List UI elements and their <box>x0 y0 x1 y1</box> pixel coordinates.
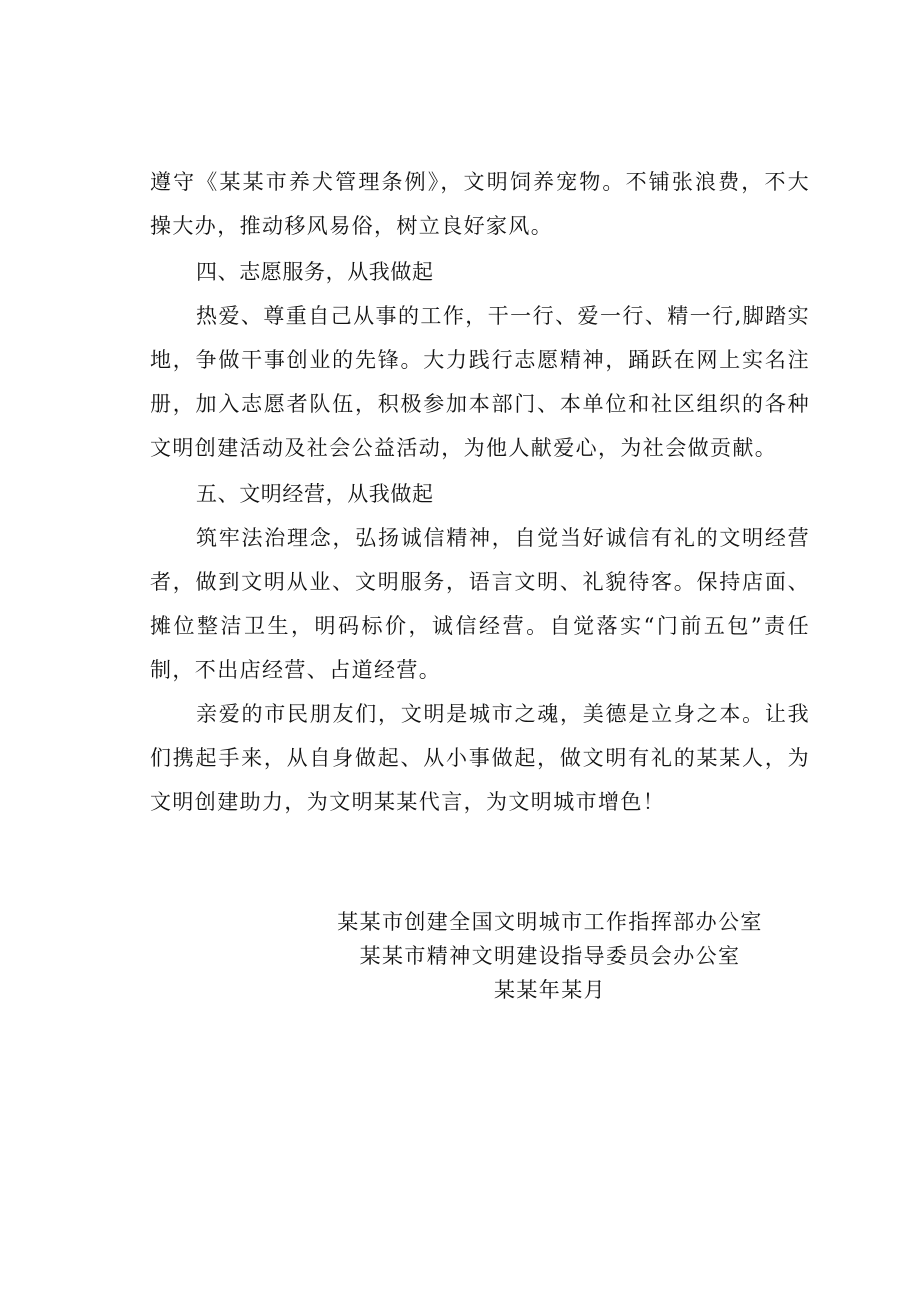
document-body <box>150 160 810 824</box>
continuation-paragraph: 遵守《某某市养犬管理条例》，文明饲养宠物。不铺张浪费，不大操大办，推动移风易俗，树立良好家风。 <box>150 170 810 238</box>
closing-paragraph: 亲爱的市民朋友们，文明是城市之魂，美德是立身之本。让我们携起手来，从自身做起、从小事做起，做文明有礼的某某人，为文明创建助力，为文明某某代言，为文明城市增色！ <box>150 702 810 814</box>
section-4-heading: 四、志愿服务，从我做起 <box>196 260 434 284</box>
signature-org-1: 某某市创建全国文明城市工作指挥部办公室 <box>337 910 763 934</box>
section-5-paragraph: 筑牢法治理念，弘扬诚信精神，自觉当好诚信有礼的文明经营者，做到文明从业、文明服务，语言文明、礼貌待客。保持店面、摊位整洁卫生，明码标价，诚信经营。自觉落实“门前五包”责任制，不出店经营、占道经营。 <box>150 526 810 682</box>
section-4-paragraph: 热爱、尊重自己从事的工作，干一行、爱一行、精一行,脚踏实地，争做干事创业的先锋。大力践行志愿精神，踊跃在网上实名注册，加入志愿者队伍，积极参加本部门、本单位和社区组织的各种文明创建活动及社会公益活动，为他人献爱心，为社会做贡献。 <box>150 304 810 460</box>
section-5-heading: 五、文明经营，从我做起 <box>196 482 434 506</box>
signature-org-2: 某某市精神文明建设指导委员会办公室 <box>359 944 741 968</box>
signature-block <box>300 905 800 1007</box>
signature-date: 某某年某月 <box>494 978 606 1002</box>
